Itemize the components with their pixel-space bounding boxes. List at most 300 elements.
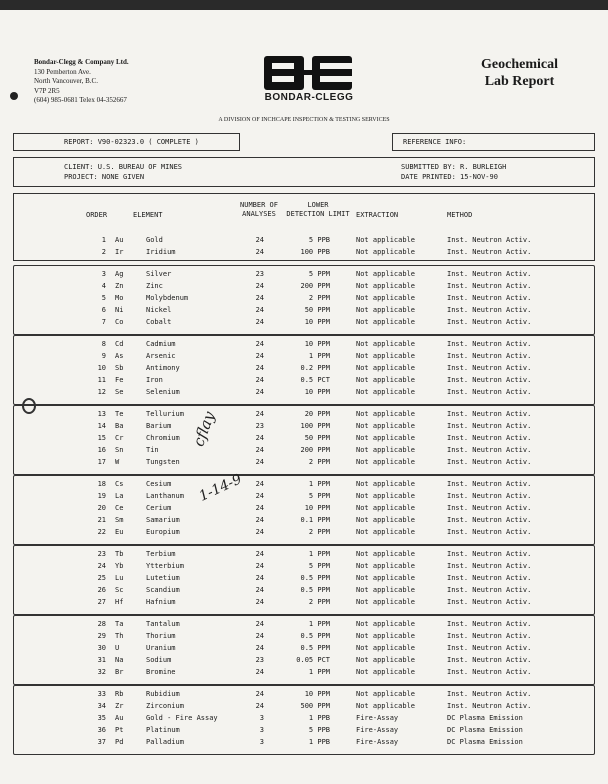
method-cell: Inst. Neutron Activ.	[447, 620, 532, 628]
detection-limit-cell: 100 PPM	[300, 422, 330, 430]
method-cell: Inst. Neutron Activ.	[447, 318, 532, 326]
symbol-cell: Tb	[115, 550, 124, 558]
order-cell: 30	[97, 644, 106, 652]
table-row	[0, 340, 608, 352]
order-cell: 28	[97, 620, 106, 628]
order-cell: 16	[97, 446, 106, 454]
order-cell: 19	[97, 492, 106, 500]
element-cell: Iron	[146, 376, 163, 384]
extraction-cell: Not applicable	[356, 446, 416, 454]
analyses-cell: 23	[255, 422, 264, 430]
method-cell: Inst. Neutron Activ.	[447, 446, 532, 454]
order-cell: 18	[97, 480, 106, 488]
method-cell: Inst. Neutron Activ.	[447, 364, 532, 372]
element-cell: Tungsten	[146, 458, 180, 466]
table-row	[0, 632, 608, 644]
order-cell: 15	[97, 434, 106, 442]
element-cell: Bromine	[146, 668, 176, 676]
method-cell: Inst. Neutron Activ.	[447, 306, 532, 314]
element-cell: Selenium	[146, 388, 180, 396]
order-cell: 6	[101, 306, 106, 314]
analyses-cell: 3	[259, 726, 264, 734]
extraction-cell: Not applicable	[356, 458, 416, 466]
element-cell: Rubidium	[146, 690, 180, 698]
order-cell: 36	[97, 726, 106, 734]
element-cell: Zirconium	[146, 702, 184, 710]
table-row	[0, 726, 608, 738]
column-header-extraction: EXTRACTION	[356, 211, 399, 219]
symbol-cell: La	[115, 492, 124, 500]
extraction-cell: Fire-Assay	[356, 714, 399, 722]
method-cell: Inst. Neutron Activ.	[447, 702, 532, 710]
table-row	[0, 236, 608, 248]
element-cell: Cesium	[146, 480, 172, 488]
column-header-limit-line2: DETECTION LIMIT	[286, 210, 350, 218]
report-number-box	[13, 133, 240, 151]
analyses-cell: 24	[255, 620, 264, 628]
element-cell: Cerium	[146, 504, 172, 512]
table-row	[0, 446, 608, 458]
analyses-cell: 24	[255, 410, 264, 418]
analyses-cell: 24	[255, 632, 264, 640]
analyses-cell: 24	[255, 504, 264, 512]
detection-limit-cell: 5 PPM	[308, 562, 330, 570]
table-row	[0, 410, 608, 422]
date-printed: DATE PRINTED: 15-NOV-90	[401, 173, 498, 181]
method-cell: Inst. Neutron Activ.	[447, 388, 532, 396]
table-row	[0, 492, 608, 504]
detection-limit-cell: 0.5 PPM	[300, 574, 330, 582]
method-cell: Inst. Neutron Activ.	[447, 340, 532, 348]
element-cell: Terbium	[146, 550, 176, 558]
detection-limit-cell: 50 PPM	[304, 434, 330, 442]
order-cell: 31	[97, 656, 106, 664]
detection-limit-cell: 50 PPM	[304, 306, 330, 314]
column-header-detection-limit	[282, 201, 354, 219]
table-row	[0, 714, 608, 726]
detection-limit-cell: 20 PPM	[304, 410, 330, 418]
detection-limit-cell: 2 PPM	[308, 458, 330, 466]
order-cell: 32	[97, 668, 106, 676]
client-name: CLIENT: U.S. BUREAU OF MINES	[64, 163, 183, 171]
analyses-cell: 24	[255, 644, 264, 652]
symbol-cell: Au	[115, 236, 124, 244]
analyses-cell: 24	[255, 586, 264, 594]
table-row	[0, 364, 608, 376]
detection-limit-cell: 10 PPM	[304, 504, 330, 512]
symbol-cell: Ir	[115, 248, 124, 256]
method-cell: Inst. Neutron Activ.	[447, 480, 532, 488]
symbol-cell: As	[115, 352, 124, 360]
detection-limit-cell: 0.5 PPM	[300, 632, 330, 640]
table-row	[0, 480, 608, 492]
detection-limit-cell: 200 PPM	[300, 282, 330, 290]
element-cell: Palladium	[146, 738, 184, 746]
table-row	[0, 620, 608, 632]
symbol-cell: Au	[115, 714, 124, 722]
company-address-line1: 130 Pemberton Ave.	[34, 67, 91, 76]
detection-limit-cell: 0.05 PCT	[296, 656, 330, 664]
company-postal-code: V7P 2R5	[34, 86, 60, 95]
extraction-cell: Not applicable	[356, 410, 416, 418]
top-scan-edge	[0, 0, 608, 10]
extraction-cell: Fire-Assay	[356, 726, 399, 734]
extraction-cell: Not applicable	[356, 656, 416, 664]
extraction-cell: Not applicable	[356, 668, 416, 676]
element-cell: Uranium	[146, 644, 176, 652]
extraction-cell: Not applicable	[356, 270, 416, 278]
reference-info-box	[392, 133, 595, 151]
element-cell: Thorium	[146, 632, 176, 640]
project-name: PROJECT: NONE GIVEN	[64, 173, 145, 181]
analyses-cell: 24	[255, 306, 264, 314]
symbol-cell: Hf	[115, 598, 124, 606]
punch-hole-dot-icon	[10, 92, 18, 100]
order-cell: 3	[101, 270, 106, 278]
order-cell: 1	[101, 236, 106, 244]
method-cell: Inst. Neutron Activ.	[447, 236, 532, 244]
order-cell: 17	[97, 458, 106, 466]
method-cell: Inst. Neutron Activ.	[447, 248, 532, 256]
element-cell: Silver	[146, 270, 172, 278]
analyses-cell: 24	[255, 236, 264, 244]
symbol-cell: Ag	[115, 270, 124, 278]
detection-limit-cell: 1 PPM	[308, 550, 330, 558]
extraction-cell: Not applicable	[356, 528, 416, 536]
table-row	[0, 458, 608, 470]
symbol-cell: Mo	[115, 294, 124, 302]
element-cell: Ytterbium	[146, 562, 184, 570]
method-cell: Inst. Neutron Activ.	[447, 516, 532, 524]
order-cell: 12	[97, 388, 106, 396]
element-cell: Tin	[146, 446, 159, 454]
detection-limit-cell: 0.2 PPM	[300, 364, 330, 372]
symbol-cell: Cd	[115, 340, 124, 348]
detection-limit-cell: 1 PPM	[308, 352, 330, 360]
table-row	[0, 586, 608, 598]
handwritten-date: 1-14-9	[196, 471, 245, 505]
order-cell: 20	[97, 504, 106, 512]
extraction-cell: Not applicable	[356, 492, 416, 500]
symbol-cell: Ce	[115, 504, 124, 512]
analyses-cell: 24	[255, 550, 264, 558]
table-row	[0, 248, 608, 260]
element-cell: Platinum	[146, 726, 180, 734]
element-cell: Barium	[146, 422, 172, 430]
element-cell: Lanthanum	[146, 492, 184, 500]
method-cell: Inst. Neutron Activ.	[447, 656, 532, 664]
method-cell: Inst. Neutron Activ.	[447, 504, 532, 512]
element-cell: Gold	[146, 236, 163, 244]
detection-limit-cell: 0.5 PCT	[300, 376, 330, 384]
table-row	[0, 598, 608, 610]
detection-limit-cell: 1 PPB	[308, 714, 330, 722]
table-row	[0, 668, 608, 680]
method-cell: Inst. Neutron Activ.	[447, 434, 532, 442]
table-row	[0, 318, 608, 330]
extraction-cell: Fire-Assay	[356, 738, 399, 746]
analyses-cell: 24	[255, 574, 264, 582]
detection-limit-cell: 10 PPM	[304, 340, 330, 348]
method-cell: Inst. Neutron Activ.	[447, 598, 532, 606]
table-row	[0, 388, 608, 400]
extraction-cell: Not applicable	[356, 574, 416, 582]
analyses-cell: 24	[255, 492, 264, 500]
table-row	[0, 282, 608, 294]
element-cell: Tantalum	[146, 620, 180, 628]
method-cell: Inst. Neutron Activ.	[447, 632, 532, 640]
symbol-cell: Ta	[115, 620, 124, 628]
detection-limit-cell: 1 PPM	[308, 620, 330, 628]
table-row	[0, 352, 608, 364]
element-cell: Tellurium	[146, 410, 184, 418]
detection-limit-cell: 1 PPM	[308, 480, 330, 488]
symbol-cell: Sc	[115, 586, 124, 594]
order-cell: 26	[97, 586, 106, 594]
extraction-cell: Not applicable	[356, 388, 416, 396]
method-cell: Inst. Neutron Activ.	[447, 550, 532, 558]
extraction-cell: Not applicable	[356, 632, 416, 640]
logo-wordmark: BONDAR-CLEGG	[264, 92, 354, 103]
element-cell: Gold - Fire Assay	[146, 714, 218, 722]
detection-limit-cell: 2 PPM	[308, 294, 330, 302]
order-cell: 35	[97, 714, 106, 722]
order-cell: 37	[97, 738, 106, 746]
method-cell: Inst. Neutron Activ.	[447, 294, 532, 302]
method-cell: Inst. Neutron Activ.	[447, 458, 532, 466]
column-header-analyses-line2: ANALYSES	[242, 210, 276, 218]
analyses-cell: 24	[255, 364, 264, 372]
extraction-cell: Not applicable	[356, 248, 416, 256]
method-cell: Inst. Neutron Activ.	[447, 668, 532, 676]
division-line: A DIVISION OF INCHCAPE INSPECTION & TESTING SERVICES	[218, 117, 390, 123]
analyses-cell: 24	[255, 528, 264, 536]
element-cell: Samarium	[146, 516, 180, 524]
detection-limit-cell: 5 PPB	[308, 236, 330, 244]
table-row	[0, 270, 608, 282]
order-cell: 33	[97, 690, 106, 698]
symbol-cell: Eu	[115, 528, 124, 536]
detection-limit-cell: 2 PPM	[308, 528, 330, 536]
symbol-cell: Te	[115, 410, 124, 418]
method-cell: Inst. Neutron Activ.	[447, 282, 532, 290]
column-header-analyses	[236, 201, 282, 219]
element-cell: Cobalt	[146, 318, 172, 326]
analyses-cell: 24	[255, 248, 264, 256]
table-row	[0, 376, 608, 388]
order-cell: 29	[97, 632, 106, 640]
handwritten-initials: cflay	[189, 409, 219, 449]
symbol-cell: U	[115, 644, 120, 652]
extraction-cell: Not applicable	[356, 702, 416, 710]
extraction-cell: Not applicable	[356, 318, 416, 326]
analyses-cell: 24	[255, 352, 264, 360]
analyses-cell: 24	[255, 702, 264, 710]
extraction-cell: Not applicable	[356, 690, 416, 698]
analyses-cell: 24	[255, 690, 264, 698]
element-cell: Molybdenum	[146, 294, 189, 302]
method-cell: Inst. Neutron Activ.	[447, 352, 532, 360]
element-cell: Iridium	[146, 248, 176, 256]
symbol-cell: Br	[115, 668, 124, 676]
symbol-cell: Se	[115, 388, 124, 396]
method-cell: Inst. Neutron Activ.	[447, 690, 532, 698]
element-cell: Cadmium	[146, 340, 176, 348]
analyses-cell: 24	[255, 480, 264, 488]
order-cell: 7	[101, 318, 106, 326]
analyses-cell: 24	[255, 376, 264, 384]
detection-limit-cell: 0.5 PPM	[300, 586, 330, 594]
analyses-cell: 24	[255, 388, 264, 396]
column-header-method: METHOD	[447, 211, 473, 219]
report-title	[481, 56, 558, 90]
analyses-cell: 24	[255, 434, 264, 442]
symbol-cell: Cs	[115, 480, 124, 488]
detection-limit-cell: 5 PPM	[308, 492, 330, 500]
analyses-cell: 23	[255, 656, 264, 664]
detection-limit-cell: 0.5 PPM	[300, 644, 330, 652]
table-row	[0, 504, 608, 516]
table-row	[0, 562, 608, 574]
method-cell: Inst. Neutron Activ.	[447, 586, 532, 594]
client-info-box	[13, 157, 595, 187]
table-row	[0, 528, 608, 540]
detection-limit-cell: 2 PPM	[308, 598, 330, 606]
extraction-cell: Not applicable	[356, 480, 416, 488]
company-address-block	[34, 58, 129, 106]
method-cell: Inst. Neutron Activ.	[447, 574, 532, 582]
element-cell: Zinc	[146, 282, 163, 290]
symbol-cell: W	[115, 458, 120, 466]
detection-limit-cell: 5 PPM	[308, 270, 330, 278]
table-row	[0, 574, 608, 586]
report-title-line1: Geochemical	[481, 57, 558, 72]
extraction-cell: Not applicable	[356, 422, 416, 430]
element-cell: Arsenic	[146, 352, 176, 360]
analyses-cell: 3	[259, 738, 264, 746]
table-row	[0, 702, 608, 714]
element-cell: Lutetium	[146, 574, 180, 582]
extraction-cell: Not applicable	[356, 236, 416, 244]
symbol-cell: Cr	[115, 434, 124, 442]
analyses-cell: 3	[259, 714, 264, 722]
method-cell: Inst. Neutron Activ.	[447, 562, 532, 570]
detection-limit-cell: 500 PPM	[300, 702, 330, 710]
detection-limit-cell: 0.1 PPM	[300, 516, 330, 524]
analyses-cell: 23	[255, 270, 264, 278]
extraction-cell: Not applicable	[356, 352, 416, 360]
extraction-cell: Not applicable	[356, 282, 416, 290]
table-row	[0, 550, 608, 562]
detection-limit-cell: 200 PPM	[300, 446, 330, 454]
order-cell: 2	[101, 248, 106, 256]
extraction-cell: Not applicable	[356, 562, 416, 570]
table-row	[0, 294, 608, 306]
analyses-cell: 24	[255, 340, 264, 348]
analyses-cell: 24	[255, 516, 264, 524]
table-row	[0, 738, 608, 750]
table-row	[0, 422, 608, 434]
method-cell: DC Plasma Emission	[447, 738, 523, 746]
extraction-cell: Not applicable	[356, 434, 416, 442]
symbol-cell: Lu	[115, 574, 124, 582]
extraction-cell: Not applicable	[356, 294, 416, 302]
punch-hole-mark-icon	[22, 398, 36, 414]
method-cell: DC Plasma Emission	[447, 714, 523, 722]
order-cell: 21	[97, 516, 106, 524]
symbol-cell: Th	[115, 632, 124, 640]
order-cell: 9	[101, 352, 106, 360]
symbol-cell: Na	[115, 656, 124, 664]
reference-info-label: REFERENCE INFO:	[403, 138, 467, 146]
symbol-cell: Ba	[115, 422, 124, 430]
order-cell: 24	[97, 562, 106, 570]
analyses-cell: 24	[255, 294, 264, 302]
table-row	[0, 434, 608, 446]
extraction-cell: Not applicable	[356, 376, 416, 384]
extraction-cell: Not applicable	[356, 364, 416, 372]
table-row	[0, 656, 608, 668]
detection-limit-cell: 10 PPM	[304, 388, 330, 396]
order-cell: 27	[97, 598, 106, 606]
column-header-order: ORDER	[86, 211, 108, 219]
symbol-cell: Zr	[115, 702, 124, 710]
symbol-cell: Ni	[115, 306, 124, 314]
symbol-cell: Yb	[115, 562, 124, 570]
symbol-cell: Co	[115, 318, 124, 326]
extraction-cell: Not applicable	[356, 504, 416, 512]
element-cell: Scandium	[146, 586, 180, 594]
extraction-cell: Not applicable	[356, 306, 416, 314]
detection-limit-cell: 10 PPM	[304, 690, 330, 698]
order-cell: 25	[97, 574, 106, 582]
method-cell: DC Plasma Emission	[447, 726, 523, 734]
extraction-cell: Not applicable	[356, 586, 416, 594]
method-cell: Inst. Neutron Activ.	[447, 376, 532, 384]
analyses-cell: 24	[255, 668, 264, 676]
method-cell: Inst. Neutron Activ.	[447, 644, 532, 652]
element-cell: Nickel	[146, 306, 172, 314]
analyses-cell: 24	[255, 598, 264, 606]
extraction-cell: Not applicable	[356, 550, 416, 558]
symbol-cell: Pt	[115, 726, 124, 734]
detection-limit-cell: 1 PPM	[308, 668, 330, 676]
detection-limit-cell: 10 PPM	[304, 318, 330, 326]
detection-limit-cell: 100 PPB	[300, 248, 330, 256]
column-header-limit-line1: LOWER	[307, 201, 329, 209]
report-title-line2: Lab Report	[484, 74, 555, 89]
order-cell: 11	[97, 376, 106, 384]
table-row	[0, 690, 608, 702]
column-header-element: ELEMENT	[133, 211, 163, 219]
extraction-cell: Not applicable	[356, 598, 416, 606]
symbol-cell: Sn	[115, 446, 124, 454]
extraction-cell: Not applicable	[356, 340, 416, 348]
method-cell: Inst. Neutron Activ.	[447, 410, 532, 418]
analyses-cell: 24	[255, 458, 264, 466]
extraction-cell: Not applicable	[356, 516, 416, 524]
order-cell: 22	[97, 528, 106, 536]
company-phone: (604) 985-0681 Telex 04-352667	[34, 96, 127, 104]
order-cell: 8	[101, 340, 106, 348]
element-cell: Antimony	[146, 364, 180, 372]
analyses-cell: 24	[255, 562, 264, 570]
order-cell: 23	[97, 550, 106, 558]
element-cell: Europium	[146, 528, 180, 536]
method-cell: Inst. Neutron Activ.	[447, 270, 532, 278]
order-cell: 13	[97, 410, 106, 418]
submitted-by: SUBMITTED BY: R. BURLEIGH	[401, 163, 507, 171]
